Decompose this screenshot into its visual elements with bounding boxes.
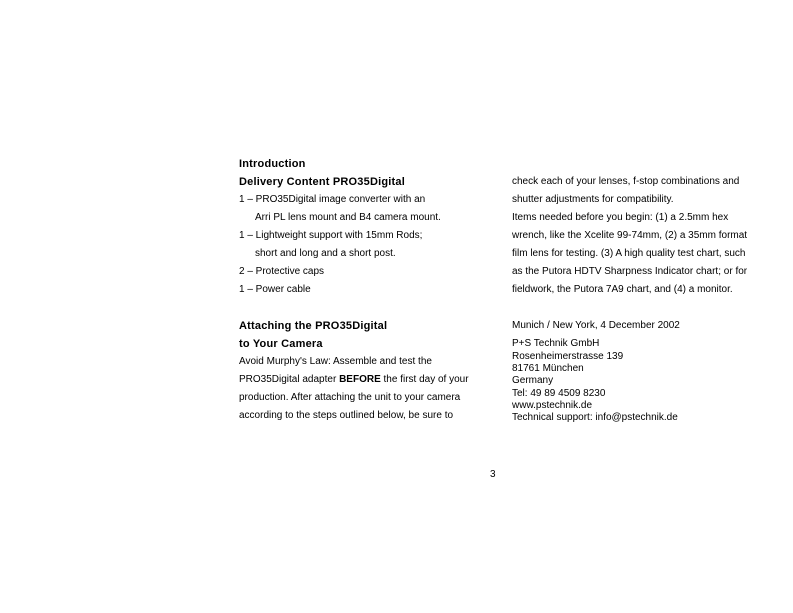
paragraph-line: wrench, like the Xcelite 99-74mm, (2) a 35mm format [512,230,748,241]
heading-to-your-camera: to Your Camera [239,338,323,350]
list-item: 1 – Lightweight support with 15mm Rods; [239,230,423,241]
paragraph-line: shutter adjustments for compatibility. [512,194,674,205]
list-item: 1 – Power cable [239,284,311,295]
website-line: www.pstechnik.de [512,400,593,411]
list-item: Arri PL lens mount and B4 camera mount. [255,212,441,223]
paragraph-line: check each of your lenses, f-stop combinations and [512,176,740,187]
dateline: Munich / New York, 4 December 2002 [512,320,680,331]
address-line: P+S Technik GmbH [512,338,600,349]
paragraph-line: Items needed before you begin: (1) a 2.5mm hex [512,212,729,223]
emphasis-before: BEFORE [339,374,381,385]
list-item: 1 – PRO35Digital image converter with an [239,194,426,205]
address-line: Germany [512,375,554,386]
paragraph-line: Avoid Murphy's Law: Assemble and test the [239,356,432,367]
paragraph-line: production. After attaching the unit to your camera [239,392,461,403]
address-line: Rosenheimerstrasse 139 [512,351,624,362]
text: PRO35Digital adapter [239,374,340,385]
list-item: 2 – Protective caps [239,266,325,277]
heading-introduction: Introduction [239,158,306,170]
list-item: short and long and a short post. [255,248,396,259]
address-line: 81761 München [512,363,584,374]
paragraph-line: film lens for testing. (3) A high quality test chart, such [512,248,746,259]
paragraph-line [239,374,469,386]
page-number: 3 [490,469,496,480]
heading-attaching: Attaching the PRO35Digital [239,320,388,332]
paragraph-line: as the Putora HDTV Sharpness Indicator chart; or for [512,266,748,277]
paragraph-line: fieldwork, the Putora 7A9 chart, and (4) a monitor. [512,284,733,295]
heading-delivery-content: Delivery Content PRO35Digital [239,176,405,188]
support-email-line: Technical support: info@pstechnik.de [512,412,678,423]
paragraph-line: according to the steps outlined below, be sure to [239,410,454,421]
phone-line: Tel: 49 89 4509 8230 [512,388,606,399]
text: the first day of your [380,374,469,385]
